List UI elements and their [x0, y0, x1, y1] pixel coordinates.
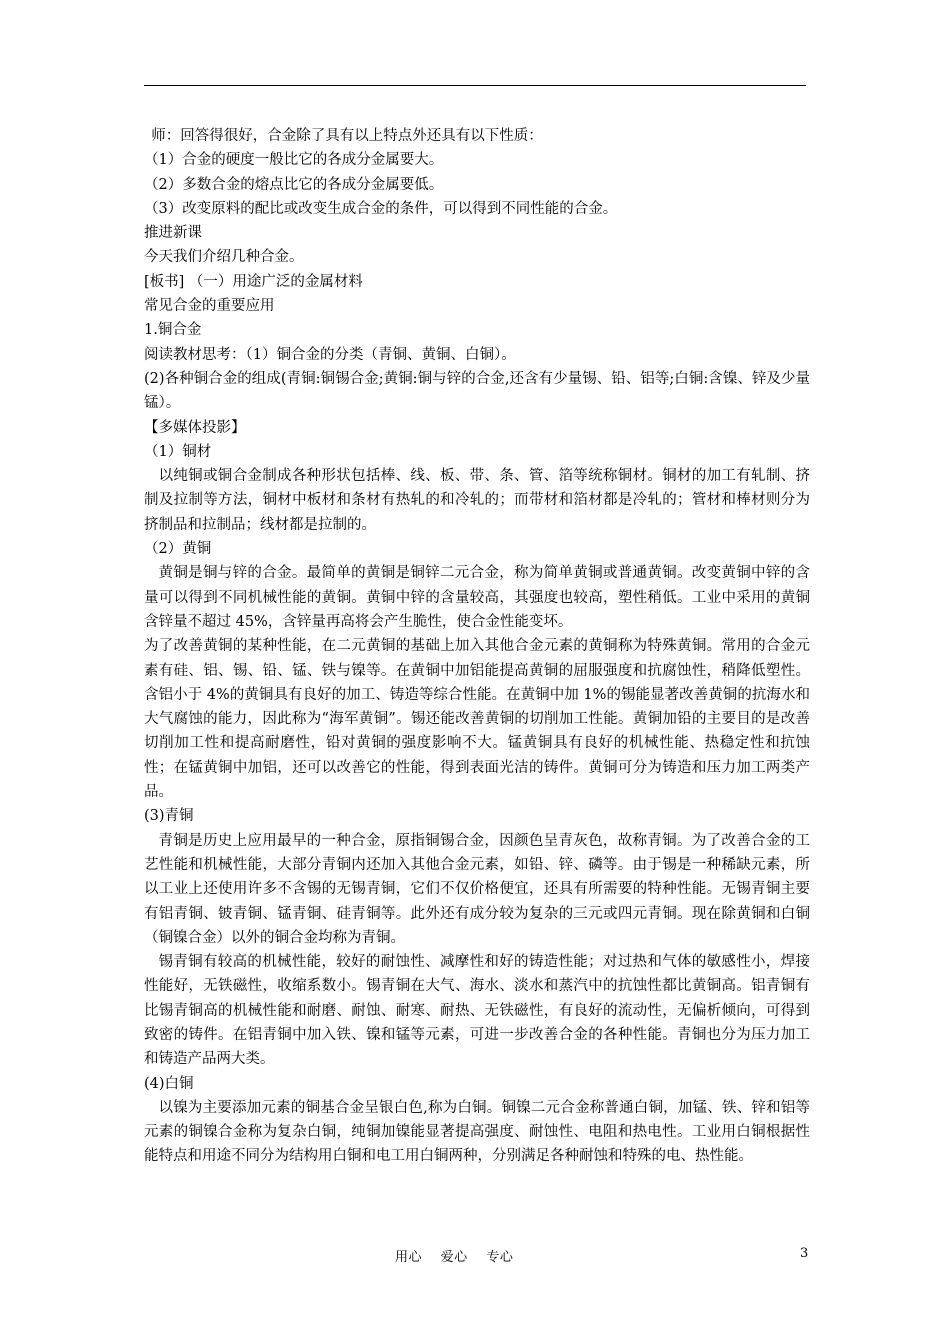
paragraph: (3)青铜	[144, 808, 194, 825]
paragraph: 以纯铜或铜合金制成各种形状包括棒、线、板、带、条、管、箔等统称铜材。铜材的加工有轧制、挤制及拉制等方法，铜材中板材和条材有热轧的和冷轧的；而带材和箔材都是冷轧的；管材和棒材则分为挤制品和拉制品；线材都是拉制的。	[144, 468, 810, 533]
paragraph: 黄铜是铜与锌的合金。最简单的黄铜是铜锌二元合金，称为简单黄铜或普通黄铜。改变黄铜中锌的含量可以得到不同机械性能的黄铜。黄铜中锌的含量较高，其强度也较高，塑性稍低。工业中采用的黄铜含锌量不超过 45%，含锌量再高将会产生脆性，使合金性能变坏。	[144, 565, 810, 630]
footer-motto	[395, 1246, 527, 1265]
paragraph: 锡青铜有较高的机械性能，较好的耐蚀性、减摩性和好的铸造性能；对过热和气体的敏感性小，焊接性能好，无铁磁性，收缩系数小。锡青铜在大气、海水、淡水和蒸汽中的抗蚀性都比黄铜高。铝青铜有比锡青铜高的机械性能和耐磨、耐蚀、耐寒、耐热、无铁磁性，有良好的流动性，无偏析倾向，可得到致密的铸件。在铝青铜中加入铁、镍和锰等元素，可进一步改善合金的各种性能。青铜也分为压力加工和铸造产品两大类。	[144, 954, 810, 1068]
footer-motto-item: 用心	[395, 1250, 423, 1265]
page-footer	[0, 1246, 950, 1266]
page-number: 3	[800, 1246, 809, 1261]
paragraph: （2）黄铜	[144, 541, 212, 558]
paragraph: [板书] （一）用途广泛的金属材料	[144, 273, 363, 290]
paragraph: (4)白铜	[144, 1075, 194, 1092]
paragraph: 1.铜合金	[144, 322, 202, 339]
paragraph: 为了改善黄铜的某种性能，在二元黄铜的基础上加入其他合金元素的黄铜称为特殊黄铜。常用的合金元素有硅、铝、锡、铅、锰、铁与镍等。在黄铜中加铝能提高黄铜的屈服强度和抗腐蚀性，稍降低塑性。含铝小于 4%的黄铜具有良好的加工、铸造等综合性能。在黄铜中加 1%的锡能显著改善黄铜的抗海水和大气腐蚀的能力，因此称为“海军黄铜”。锡还能改善黄铜的切削加工性能。黄铜加铅的主要目的是改善切削加工性和提高耐磨性，铅对黄铜的强度影响不大。锰黄铜具有良好的机械性能、热稳定性和抗蚀性；在锰黄铜中加铝，还可以改善它的性能，得到表面光洁的铸件。黄铜可分为铸造和压力加工两类产品。	[144, 638, 810, 801]
paragraph: 常见合金的重要应用	[144, 298, 275, 315]
paragraph: （3）改变原料的配比或改变生成合金的条件，可以得到不同性能的合金。	[144, 200, 618, 217]
header-rule	[144, 85, 806, 86]
paragraph: 青铜是历史上应用最早的一种合金，原指铜锡合金，因颜色呈青灰色，故称青铜。为了改善合金的工艺性能和机械性能，大部分青铜内还加入其他合金元素，如铅、锌、磷等。由于锡是一种稀缺元素，所以工业上还使用许多不含锡的无锡青铜，它们不仅价格便宜，还具有所需要的特种性能。无锡青铜主要有铝青铜、铍青铜、锰青铜、硅青铜等。此外还有成分较为复杂的三元或四元青铜。现在除黄铜和白铜（铜镍合金）以外的铜合金均称为青铜。	[144, 832, 810, 946]
paragraph: 以镍为主要添加元素的铜基合金呈银白色,称为白铜。铜镍二元合金称普通白铜，加锰、铁、锌和铝等元素的铜镍合金称为复杂白铜，纯铜加镍能显著提高强度、耐蚀性、电阻和热电性。工业用白铜根据性能特点和用途不同分为结构用白铜和电工用白铜两种，分别满足各种耐蚀和特殊的电、热性能。	[144, 1099, 810, 1165]
paragraph: （1）铜材	[144, 443, 212, 460]
paragraph: （1）合金的硬度一般比它的各成分金属要大。	[144, 152, 444, 169]
footer-motto-item: 专心	[486, 1250, 514, 1265]
document-body	[144, 124, 810, 1169]
paragraph: （2）多数合金的熔点比它的各成分金属要低。	[144, 176, 444, 193]
paragraph: (2)各种铜合金的组成(青铜:铜锡合金;黄铜:铜与锌的合金,还含有少量锡、铅、铝等;白铜:含镍、锌及少量锰）。	[144, 370, 810, 412]
paragraph: 阅读教材思考：（1）铜合金的分类（青铜、黄铜、白铜）。	[144, 346, 516, 363]
paragraph: 今天我们介绍几种合金。	[144, 249, 304, 266]
paragraph: 推进新课	[144, 225, 202, 242]
paragraph: 师：回答得很好，合金除了具有以上特点外还具有以下性质：	[151, 128, 543, 144]
paragraph: 【多媒体投影】	[144, 419, 246, 436]
footer-motto-item: 爱心	[440, 1250, 468, 1265]
